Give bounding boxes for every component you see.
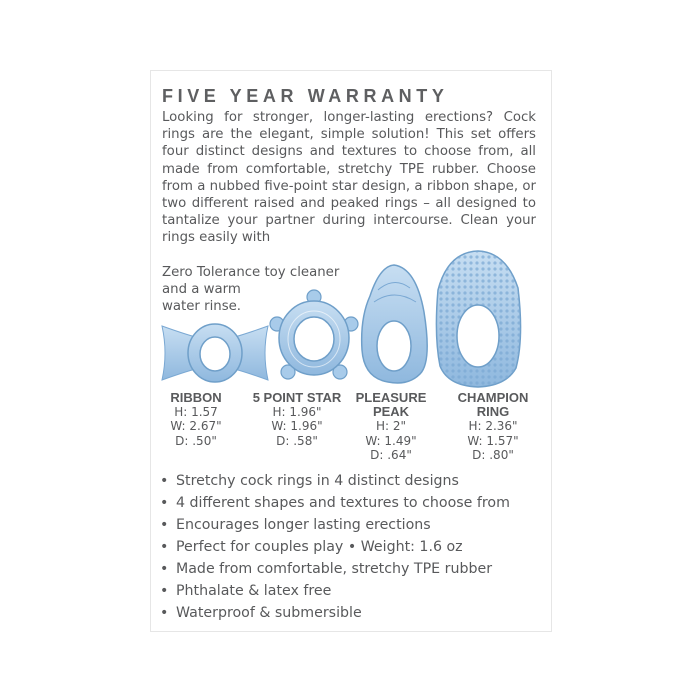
list-item: • Phthalate & latex free	[160, 580, 510, 602]
spec-height: H: 2"	[375, 419, 407, 434]
spec-width: W: 1.57"	[467, 433, 519, 448]
bullet-icon: •	[160, 539, 169, 555]
spec-depth: D: .64"	[370, 447, 412, 462]
spec-depth: D: .50"	[175, 433, 217, 448]
spec-name-line-2: PEAK	[372, 404, 410, 420]
spec-name: CHAMPION	[457, 390, 529, 405]
spec-height: H: 1.96"	[272, 405, 322, 420]
spec-ribbon	[148, 391, 244, 448]
bullet-icon: •	[160, 517, 169, 533]
bullet-icon: •	[160, 561, 169, 577]
spec-height: H: 2.36"	[468, 419, 518, 434]
spec-name: PLEASURE	[355, 390, 427, 405]
list-item: • Made from comfortable, stretchy TPE rubber	[160, 558, 510, 580]
spec-width: W: 1.96"	[271, 419, 323, 434]
spec-5-point-star	[249, 391, 345, 448]
pleasure-peak-ring-image	[358, 262, 430, 388]
list-item: • Perfect for couples play • Weight: 1.6 oz	[160, 536, 510, 558]
intro-line-2: and a warm	[162, 282, 241, 297]
spec-champion-ring	[445, 391, 541, 462]
bullet-icon: •	[160, 605, 169, 621]
spec-width: W: 2.67"	[170, 419, 222, 434]
list-item: • 4 different shapes and textures to choose from	[160, 492, 510, 514]
intro-paragraph: Looking for stronger, longer-lasting erections? Cock rings are the elegant, simple solution! This set offers four distinct designs and textures to choose from, all made from comfortable, stretchy TPE rubber. Choose from a nubbed five-point star design, a ribbon shape, or two different raised and peaked rings – all designed to tantalize your partner during intercourse. Clean your rings easily with	[162, 110, 536, 246]
champion-ring-image	[432, 248, 524, 390]
intro-line-1: Zero Tolerance toy cleaner	[162, 265, 340, 280]
list-item: • Stretchy cock rings in 4 distinct designs	[160, 470, 510, 492]
spec-depth: D: .58"	[276, 433, 318, 448]
feature-list	[160, 470, 510, 624]
intro-line-3: water rinse.	[162, 299, 242, 314]
bullet-icon: •	[160, 583, 169, 599]
spec-height: H: 1.57	[174, 405, 218, 420]
warranty-title: FIVE YEAR WARRANTY	[162, 86, 449, 106]
spec-pleasure-peak	[343, 391, 439, 462]
list-item: • Waterproof & submersible	[160, 602, 510, 624]
spec-depth: D: .80"	[472, 447, 514, 462]
spec-name: RIBBON	[170, 390, 222, 405]
bullet-icon: •	[160, 495, 169, 511]
ribbon-ring-image	[160, 318, 270, 388]
bullet-icon: •	[160, 473, 169, 489]
spec-name-line-2: RING	[476, 404, 510, 420]
spec-width: W: 1.49"	[365, 433, 417, 448]
spec-name: 5 POINT STAR	[252, 390, 342, 405]
list-item: • Encourages longer lasting erections	[160, 514, 510, 536]
star-ring-image	[268, 288, 360, 384]
